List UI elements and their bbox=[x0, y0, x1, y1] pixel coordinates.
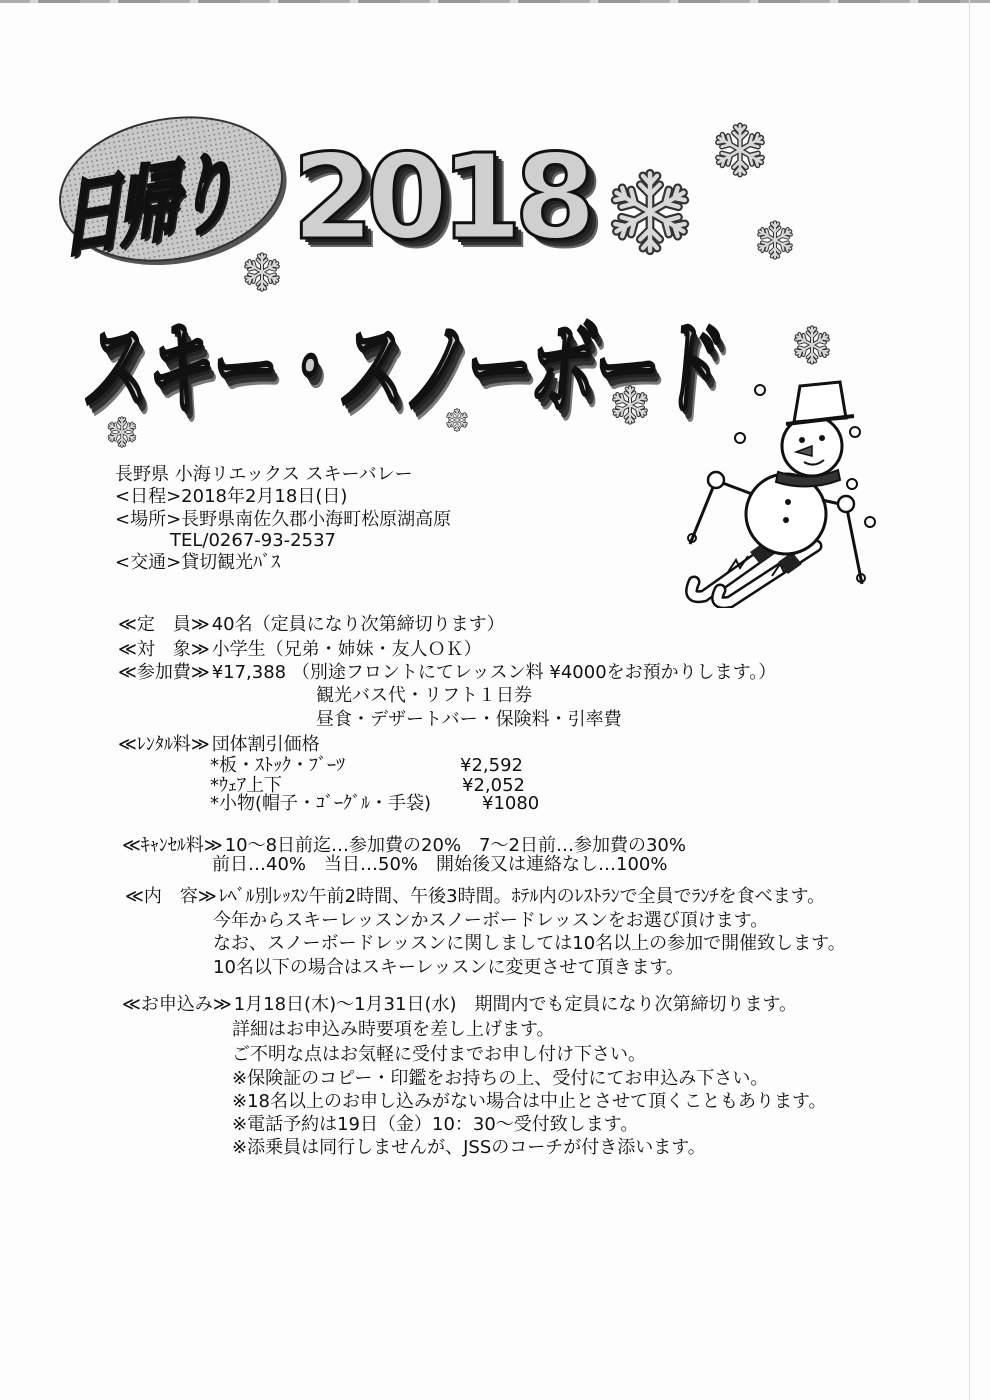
content-line: なお、スノーボードレッスンに関しましては10名以上の参加で開催致します。 bbox=[213, 933, 846, 954]
application-note: ※保険証のコピー・印鑑をお持ちの上、受付にてお申込み下さい。 bbox=[232, 1068, 769, 1089]
fee-includes-line: 観光バス代・リフト１日券 bbox=[316, 685, 532, 706]
skiing-snowman-illustration bbox=[680, 376, 890, 608]
fee-text: ¥17,388 （別途フロントにてレッスン料 ¥4000をお預かりします。） bbox=[211, 662, 777, 683]
rental-item: *板・ｽﾄｯｸ・ﾌﾞｰﾂ bbox=[210, 755, 345, 776]
snowflake-icon bbox=[716, 125, 765, 174]
fee-label: ≪参加費≫ bbox=[118, 662, 210, 683]
capacity-row bbox=[118, 615, 505, 635]
rental-item: *小物(帽子・ｺﾞｰｸﾞﾙ・手袋) bbox=[210, 793, 432, 814]
rental-label: ≪ﾚﾝﾀﾙ料≫ bbox=[118, 734, 210, 755]
transport: <交通>貸切観光ﾊﾞｽ bbox=[115, 552, 281, 573]
target-label: ≪対 象≫ bbox=[118, 639, 210, 660]
fee-includes-line: 昼食・デザートバー・保険料・引率費 bbox=[316, 709, 622, 730]
venue-name: 長野県 小海リエックス スキーバレー bbox=[115, 464, 413, 485]
application-note: ※添乗員は同行しませんが、JSSのコーチが付き添います。 bbox=[232, 1137, 706, 1158]
place: <場所>長野県南佐久郡小海町松原湖高原 bbox=[115, 509, 452, 530]
application-note: ※18名以上のお申し込みがない場合は中止とさせて頂くこともあります。 bbox=[232, 1091, 827, 1112]
application-line: 1月18日(木)〜1月31日(水) 期間内でも定員になり次第締切ります。 bbox=[233, 994, 798, 1015]
rental-item: *ｳｪｱ上下 bbox=[210, 775, 282, 796]
mitten bbox=[838, 496, 854, 512]
application-note: ※電話予約は19日（金）10：30〜受付致します。 bbox=[232, 1114, 639, 1135]
snowflake-icon bbox=[245, 254, 280, 289]
tel: TEL/0267-93-2537 bbox=[170, 530, 336, 551]
snow-bubble bbox=[735, 433, 745, 443]
content-label: ≪内 容≫ bbox=[125, 886, 217, 907]
cancellation-row bbox=[122, 836, 686, 856]
rental-price: ¥2,592 bbox=[460, 755, 523, 776]
snow-bubble bbox=[865, 517, 875, 527]
content-line: ﾚﾍﾞﾙ別ﾚｯｽﾝ午前2時間、午後3時間。ﾎﾃﾙ内のﾚｽﾄﾗﾝで全員でﾗﾝﾁを食べます。 bbox=[218, 886, 826, 907]
cancellation-line: 前日…40% 当日…50% 開始後又は連絡なし…100% bbox=[212, 854, 668, 875]
snow-bubble bbox=[847, 479, 857, 489]
content-line: 今年からスキーレッスンかスノーボードレッスンをお選び頂けます。 bbox=[213, 910, 769, 931]
snowflake-icon bbox=[612, 173, 689, 250]
year-title: 2018 bbox=[292, 128, 589, 266]
application-label: ≪お申込み≫ bbox=[122, 994, 232, 1015]
target-text: 小学生（兄弟・姉妹・友人ＯＫ） bbox=[211, 639, 482, 660]
snowflake-icon bbox=[795, 327, 830, 362]
capacity-text: 40名（定員になり次第締切ります） bbox=[211, 614, 505, 635]
rental-row bbox=[118, 735, 320, 755]
content-line: 10名以下の場合はスキーレッスンに変更させて頂きます。 bbox=[213, 957, 684, 978]
content-row bbox=[125, 887, 825, 907]
ski-pole bbox=[846, 504, 862, 584]
snow-bubble bbox=[850, 427, 860, 437]
cancellation-line: 10〜8日前迄…参加費の20% 7〜2日前…参加費の30% bbox=[224, 835, 686, 856]
day-trip-label: 日帰り bbox=[58, 137, 245, 271]
application-line: 詳細はお申込み時要項を差し上げます。 bbox=[232, 1019, 555, 1040]
cancellation-label: ≪ｷｬﾝｾﾙ料≫ bbox=[122, 835, 223, 856]
rental-price: ¥2,052 bbox=[462, 775, 525, 796]
snow-bubble bbox=[755, 385, 765, 395]
mitten bbox=[708, 472, 724, 488]
schedule: <日程>2018年2月18日(日) bbox=[115, 486, 348, 507]
application-row bbox=[122, 995, 797, 1015]
rental-price: ¥1080 bbox=[482, 793, 540, 814]
fee-row bbox=[118, 663, 776, 683]
target-row bbox=[118, 640, 482, 660]
capacity-label: ≪定 員≫ bbox=[118, 614, 210, 635]
snowflake-icon bbox=[758, 222, 793, 257]
rental-text: 団体割引価格 bbox=[211, 734, 320, 755]
event-title: スキー・スノーボード bbox=[79, 309, 728, 429]
application-line: ご不明な点はお気軽に受付までお申し付け下さい。 bbox=[232, 1044, 646, 1065]
